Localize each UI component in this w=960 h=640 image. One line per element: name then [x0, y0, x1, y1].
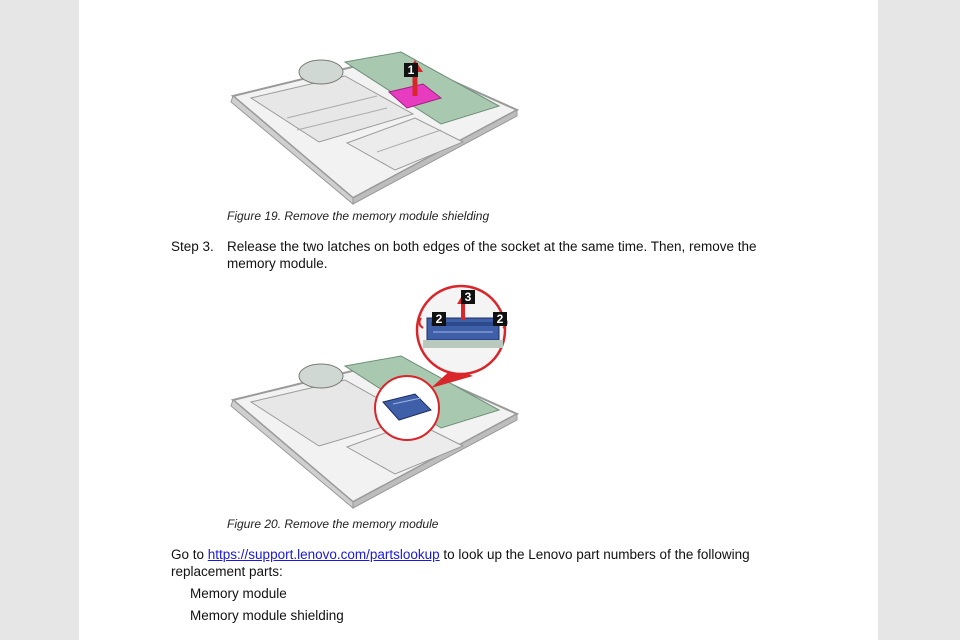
- parts-lookup-link[interactable]: https://support.lenovo.com/partslookup: [207, 547, 440, 562]
- parts-list: [190, 586, 344, 630]
- list-item: Memory module: [190, 586, 287, 601]
- figure-20-caption: Figure 20. Remove the memory module: [227, 517, 439, 531]
- goto-suffix: to look up the Lenovo part numbers of the following replacement parts:: [171, 547, 750, 579]
- figure-20-illustration: [227, 284, 519, 514]
- figure-19-caption: Figure 19. Remove the memory module shielding: [227, 209, 490, 223]
- parts-lookup-paragraph: [171, 546, 771, 580]
- callout-2-right: 2: [493, 312, 507, 326]
- right-margin: [878, 0, 960, 640]
- callout-1: 1: [404, 63, 418, 77]
- goto-prefix: Go to: [171, 547, 208, 562]
- callout-3: 3: [461, 290, 475, 304]
- step-label: Step 3.: [171, 239, 214, 254]
- list-item: Memory module shielding: [190, 608, 344, 623]
- document-page: [79, 0, 878, 640]
- left-margin: [0, 0, 79, 640]
- figure-19-illustration: [227, 48, 519, 206]
- step-text: Release the two latches on both edges of the socket at the same time. Then, remove the memory module.: [227, 239, 757, 271]
- callout-2-left: 2: [432, 312, 446, 326]
